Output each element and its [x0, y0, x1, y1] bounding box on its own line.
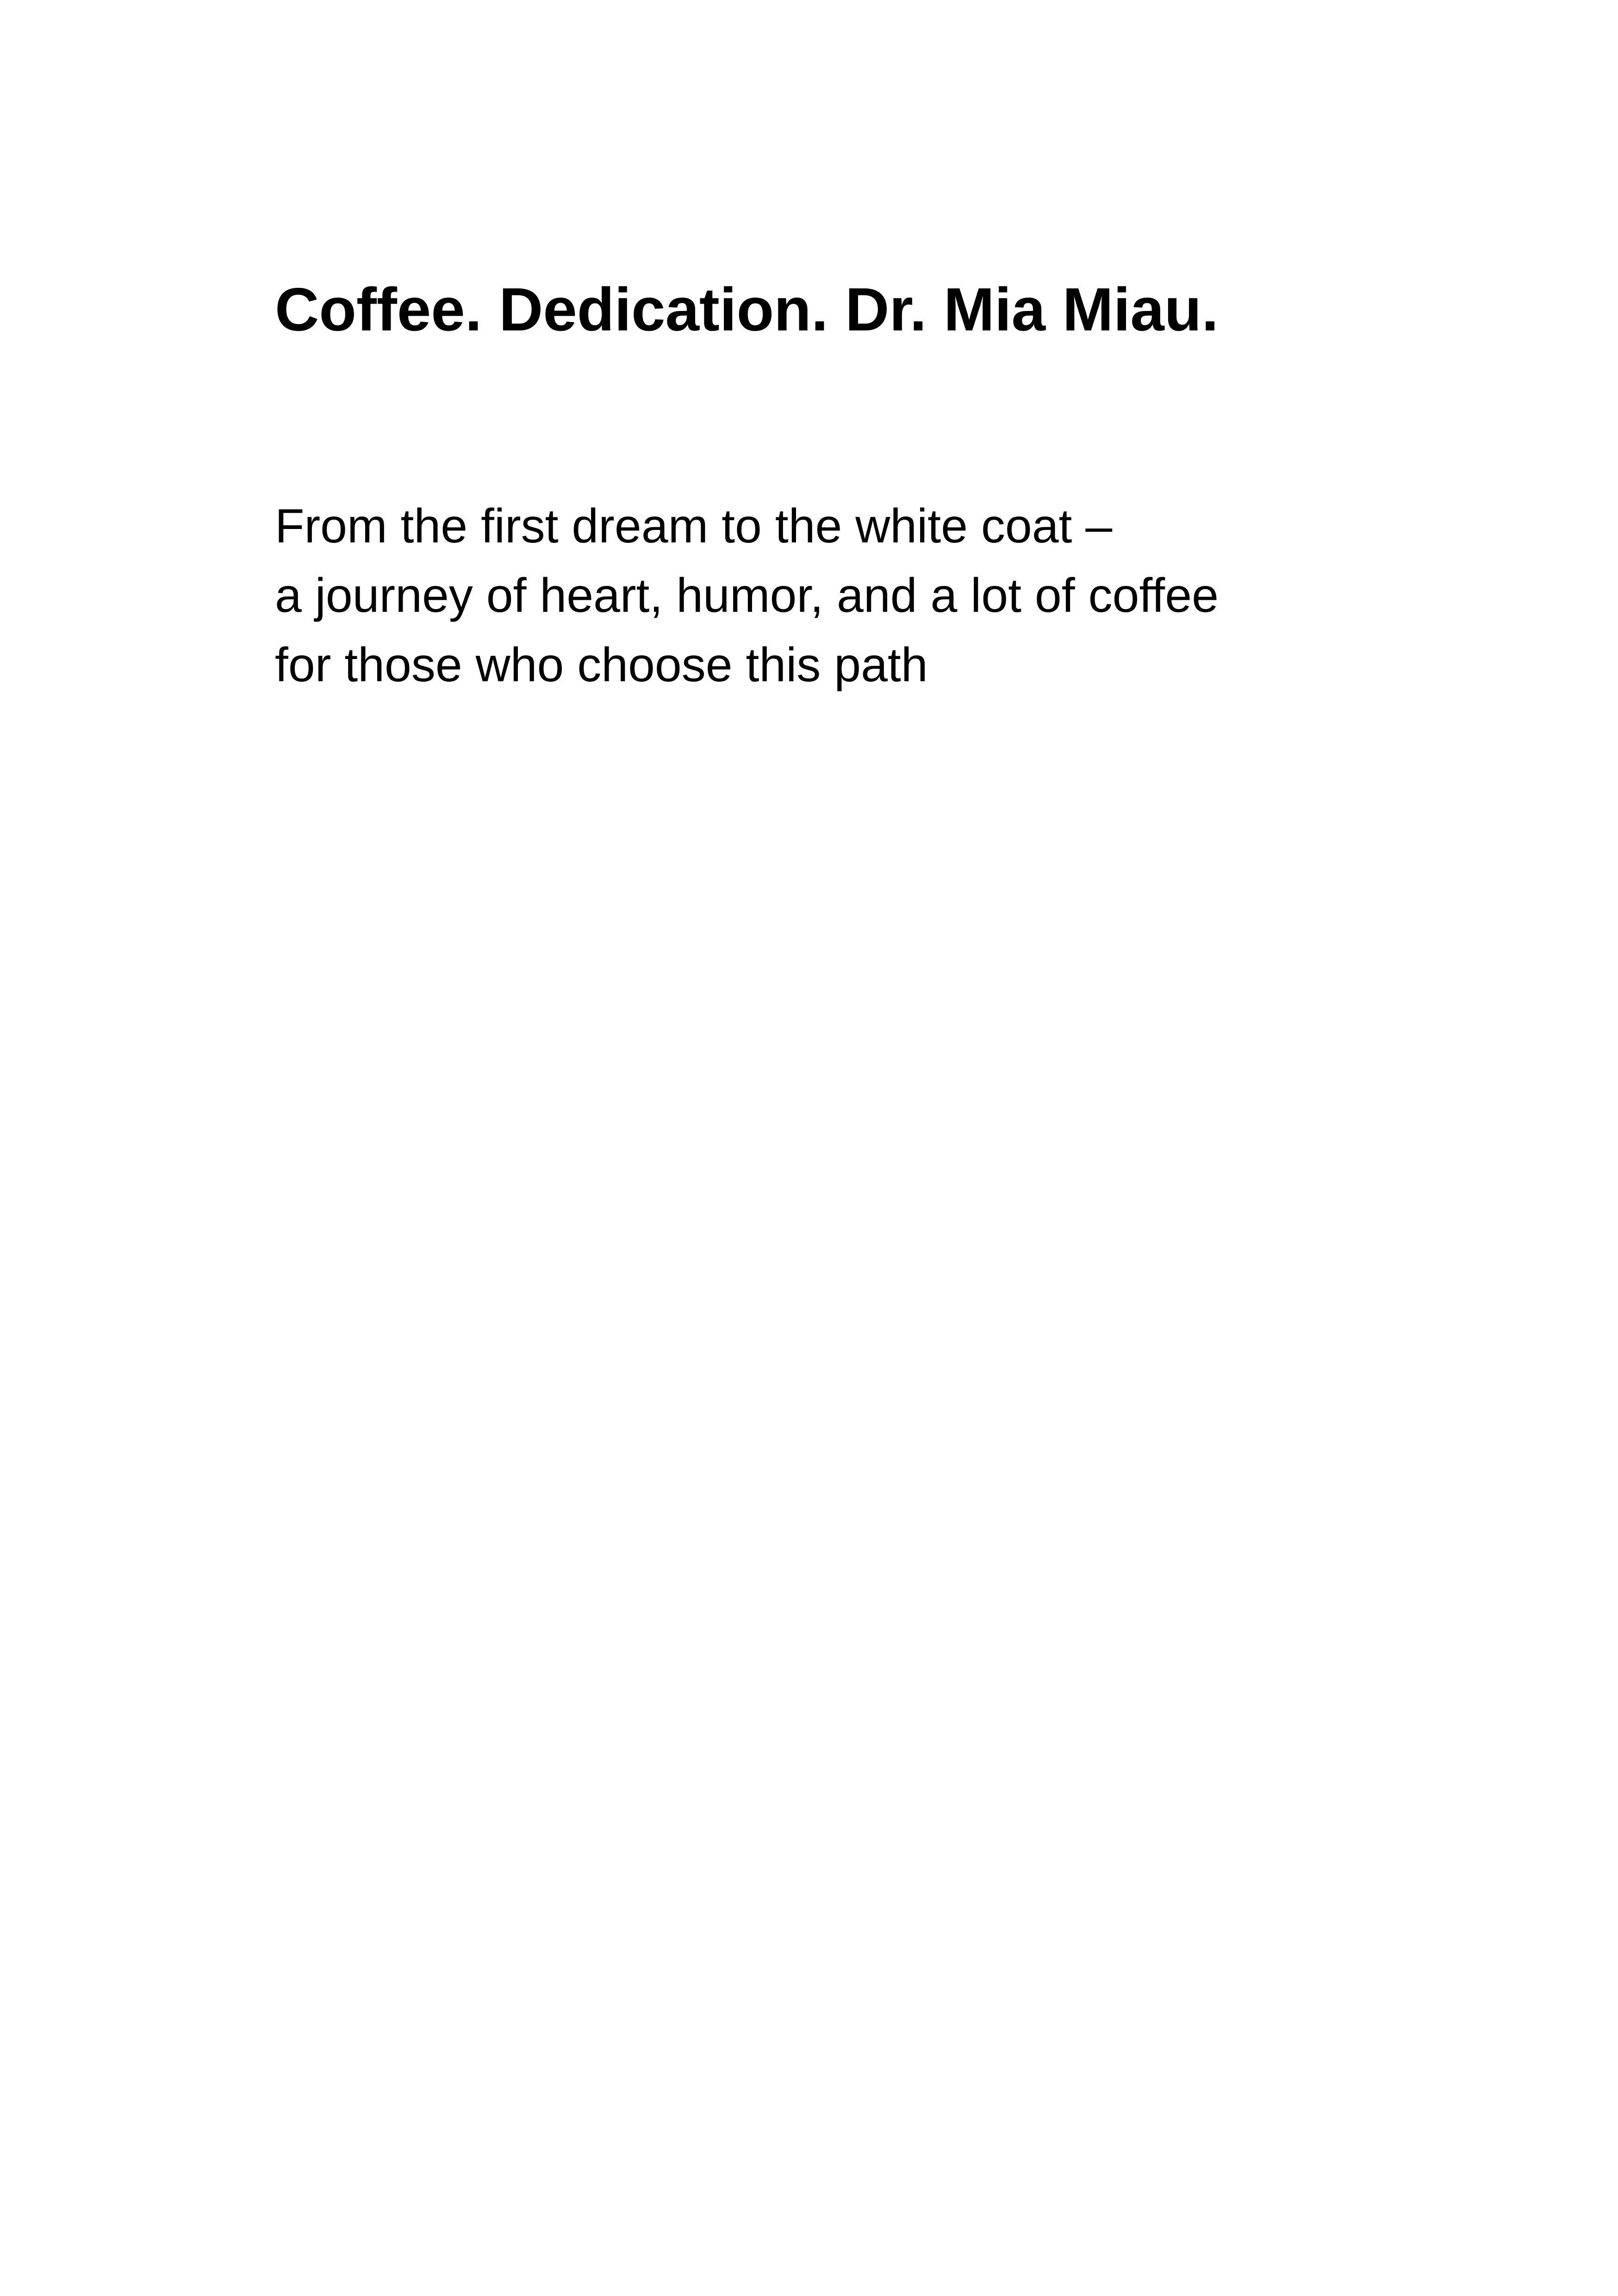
- subtitle-line-3: for those who choose this path: [275, 638, 928, 692]
- subtitle-line-1: From the first dream to the white coat –: [275, 499, 1113, 553]
- page-title: Coffee. Dedication. Dr. Mia Miau.: [275, 275, 1219, 343]
- subtitle-line-2: a journey of heart, humor, and a lot of coffee: [275, 569, 1219, 622]
- subtitle-block: [275, 492, 1219, 700]
